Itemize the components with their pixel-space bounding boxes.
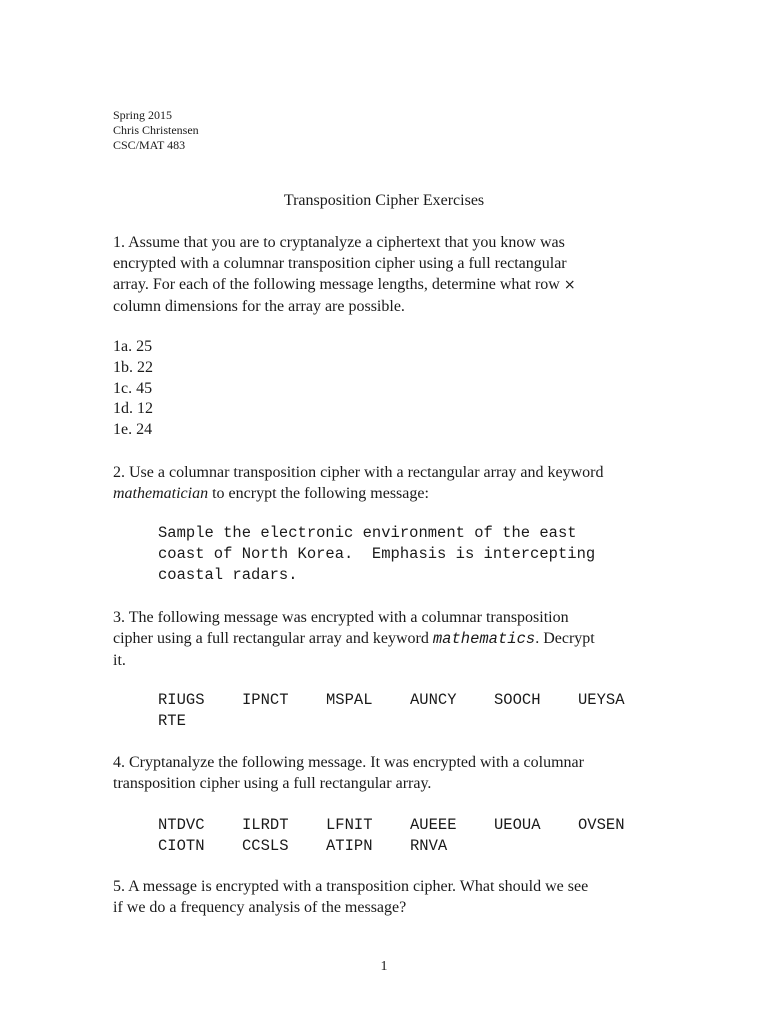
question-2-line-text: to encrypt the following message: <box>208 485 429 502</box>
question-1-line-text: array. For each of the following message lengths, determine what row <box>113 276 560 293</box>
question-2-line: 2. Use a columnar transposition cipher with a rectangular array and keyword <box>113 464 604 481</box>
cipher-group: MSPAL <box>326 691 373 709</box>
cipher-group: SOOCH <box>494 691 541 709</box>
cipher-group: IPNCT <box>242 691 289 709</box>
ciphertext-3 <box>158 690 662 732</box>
cipher-group: CIOTN <box>158 837 205 855</box>
cipher-group: RIUGS <box>158 691 205 709</box>
question-1-line: 1. Assume that you are to cryptanalyze a ciphertext that you know was <box>113 234 565 251</box>
document-header <box>113 108 199 153</box>
keyword-mathematics: mathematics <box>432 630 536 648</box>
question-2 <box>113 462 653 504</box>
question-1-line <box>113 274 653 296</box>
question-4-line: 4. Cryptanalyze the following message. It was encrypted with a columnar <box>113 754 584 771</box>
term-label: Spring 2015 <box>113 108 173 122</box>
question-4 <box>113 752 653 794</box>
cipher-group: UEYSA <box>578 691 625 709</box>
author-name: Chris Christensen <box>113 123 199 137</box>
cipher-row <box>158 836 662 857</box>
list-item: 1e. 24 <box>113 421 153 439</box>
keyword-mathematician: mathematician <box>113 485 209 502</box>
message-line: Sample the electronic environment of the east <box>158 524 577 542</box>
cipher-row <box>158 690 662 711</box>
cipher-group: UEOUA <box>494 816 541 834</box>
cipher-group: AUNCY <box>410 691 457 709</box>
ciphertext-4 <box>158 815 662 857</box>
list-item: 1a. 25 <box>113 338 153 355</box>
course-code: CSC/MAT 483 <box>113 138 186 152</box>
question-3-line <box>113 628 653 650</box>
cipher-group: OVSEN <box>578 816 625 834</box>
cipher-group: LFNIT <box>326 816 373 834</box>
question-1-line: encrypted with a columnar transposition cipher using a full rectangular <box>113 255 567 272</box>
question-1 <box>113 232 653 317</box>
question-3-line: it. <box>113 652 126 669</box>
list-item: 1c. 45 <box>113 379 153 397</box>
question-2-line <box>113 483 653 504</box>
cipher-group: NTDVC <box>158 816 205 834</box>
question-1-line: column dimensions for the array are possible. <box>113 298 405 315</box>
times-symbol: × <box>563 277 576 293</box>
question-1-items <box>113 337 153 441</box>
cipher-group: ILRDT <box>242 816 289 834</box>
message-line: coast of North Korea. Emphasis is intercepting <box>158 545 596 563</box>
cipher-group: CCSLS <box>242 837 289 855</box>
question-5 <box>113 876 653 918</box>
cipher-group: ATIPN <box>326 837 373 855</box>
question-4-line: transposition cipher using a full rectangular array. <box>113 775 432 792</box>
list-item: 1d. 12 <box>113 400 153 418</box>
message-line: coastal radars. <box>158 566 298 584</box>
question-3-line-end: . Decrypt <box>535 630 595 647</box>
list-item: 1b. 22 <box>113 358 153 376</box>
cipher-group: RTE <box>158 712 186 730</box>
question-3-line: 3. The following message was encrypted with a columnar transposition <box>113 609 569 626</box>
question-5-line: if we do a frequency analysis of the message? <box>113 899 407 916</box>
question-3 <box>113 607 653 671</box>
page-number: 1 <box>380 959 388 974</box>
cipher-group: AUEEE <box>410 816 457 834</box>
cipher-group: RNVA <box>410 837 448 855</box>
cipher-row <box>158 815 662 836</box>
plaintext-message <box>158 523 595 586</box>
page-title: Transposition Cipher Exercises <box>283 192 485 209</box>
cipher-row <box>158 711 662 732</box>
question-5-line: 5. A message is encrypted with a transposition cipher. What should we see <box>113 878 589 895</box>
question-3-line-text: cipher using a full rectangular array and keyword <box>113 630 433 647</box>
